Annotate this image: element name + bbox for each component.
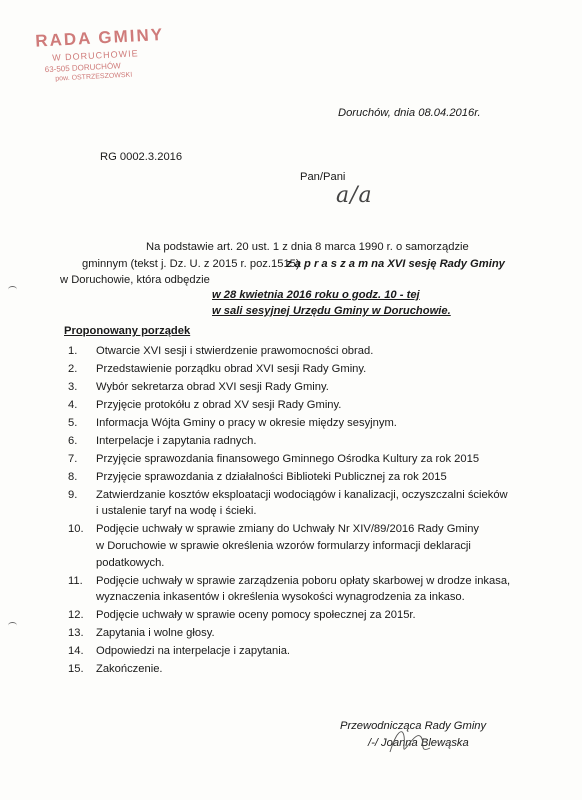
agenda-item: [52, 343, 522, 360]
agenda-item-text: Informacja Wójta Gminy o pracy w okresie między sesyjnym.: [96, 416, 397, 429]
agenda-item-text: Interpelacje i zapytania radnych.: [96, 434, 257, 447]
agenda-item: [52, 661, 522, 678]
agenda-item: [52, 451, 522, 468]
agenda-item-text: i ustalenie taryf na wodę i ścieki.: [96, 505, 257, 518]
office-stamp: [28, 18, 181, 88]
agenda-item: [52, 487, 522, 520]
agenda-item-text: Podjęcie uchwały w sprawie oceny pomocy społecznej za 2015r.: [96, 609, 416, 622]
agenda-item-text: Odpowiedzi na interpelacje i zapytania.: [96, 645, 291, 658]
agenda-item-number: 3.: [68, 380, 78, 393]
agenda-item: [52, 379, 522, 396]
agenda-item-number: 5.: [68, 416, 78, 429]
agenda-item-text: Zatwierdzanie kosztów eksploatacji wodociągów i kanalizacji, oczyszczalni ścieków: [96, 488, 508, 501]
agenda-item: [52, 433, 522, 450]
body-line-2b: z a p r a s z a m na XVI sesję Rady Gminy: [286, 258, 505, 270]
agenda-item: [52, 521, 522, 571]
session-place: w sali sesyjnej Urzędu Gminy w Doruchowie.: [212, 305, 451, 317]
agenda-item-number: 1.: [68, 345, 78, 357]
agenda-item-text: Podjęcie uchwały w sprawie zmiany do Uchwały Nr XIV/89/2016 Rady Gminy: [96, 523, 480, 536]
agenda-title: Proponowany porządek: [64, 325, 191, 337]
agenda-item: [52, 361, 522, 378]
agenda-item: [52, 625, 522, 642]
agenda-item: [52, 573, 522, 606]
agenda-item-text: Przedstawienie porządku obrad XVI sesji Rady Gminy.: [96, 362, 367, 375]
agenda-item: [52, 607, 522, 624]
body-line-1: Na podstawie art. 20 ust. 1 z dnia 8 marca 1990 r. o samorządzie: [146, 241, 469, 253]
agenda-item-number: 10.: [68, 523, 84, 536]
agenda-item-text: wyznaczenia inkasentów i określenia wysokości wynagrodzenia za inkaso.: [96, 591, 465, 604]
agenda-item: [52, 397, 522, 414]
agenda-item: [52, 469, 522, 486]
agenda-item-text: Zapytania i wolne głosy.: [96, 627, 215, 640]
agenda-item-number: 8.: [68, 470, 78, 483]
agenda-item-text: podatkowych.: [96, 556, 165, 569]
agenda-item-text: Podjęcie uchwały w sprawie zarządzenia poboru opłaty skarbowej w drodze inkasa,: [96, 574, 511, 587]
agenda-item: [52, 643, 522, 660]
margin-mark-top: [8, 286, 17, 293]
signature-scribble: [380, 722, 440, 762]
body-line-2a: gminnym (tekst j. Dz. U. z 2015 r. poz.1515): [82, 258, 300, 270]
agenda-item-number: 6.: [68, 434, 78, 447]
agenda-item-number: 4.: [68, 398, 78, 411]
stamp-line-1: RADA GMINY: [34, 24, 165, 51]
session-date: w 28 kwietnia 2016 roku o godz. 10 - tej: [212, 289, 420, 301]
agenda-item-text: w Doruchowie w sprawie określenia wzorów formularzy informacji deklaracji: [96, 540, 471, 553]
signature-name: /-/ Joanna Blewąska: [368, 737, 469, 749]
agenda-item-text: Przyjęcie protokółu z obrad XV sesji Rady Gminy.: [96, 398, 342, 411]
place-date: Doruchów, dnia 08.04.2016r.: [338, 107, 481, 119]
agenda-item-number: 13.: [68, 627, 84, 640]
stamp-line-4: pow. OSTRZESZOWSKI: [55, 71, 133, 83]
agenda-item-number: 15.: [68, 663, 84, 676]
agenda-item-text: Wybór sekretarza obrad XVI sesji Rady Gminy.: [96, 380, 329, 393]
agenda-item-number: 11.: [68, 574, 83, 587]
agenda-item-text: Otwarcie XVI sesji i stwierdzenie prawomocności obrad.: [96, 345, 374, 357]
stamp-line-2: W DORUCHOWIE: [51, 48, 139, 63]
margin-mark-bottom: [8, 622, 17, 629]
addressee-handwritten: a/a: [336, 183, 373, 208]
agenda-list: [52, 343, 522, 679]
agenda-item-number: 2.: [68, 362, 78, 375]
body-line-3: w Doruchowie, która odbędzie: [60, 274, 210, 286]
agenda-item-number: 9.: [68, 488, 78, 501]
agenda-item-number: 14.: [68, 645, 84, 658]
agenda-item-text: Zakończenie.: [96, 663, 163, 676]
reference-number: RG 0002.3.2016: [100, 151, 183, 163]
agenda-item-text: Przyjęcie sprawozdania z działalności Biblioteki Publicznej za rok 2015: [96, 470, 447, 483]
stamp-line-3: 63-505 DORUCHÓW: [44, 61, 121, 75]
agenda-item-number: 7.: [68, 452, 78, 465]
addressee-label: Pan/Pani: [300, 171, 346, 183]
agenda-item-text: Przyjęcie sprawozdania finansowego Gminnego Ośrodka Kultury za rok 2015: [96, 452, 480, 465]
signature-title: Przewodnicząca Rady Gminy: [340, 720, 487, 732]
agenda-item: [52, 415, 522, 432]
agenda-item-number: 12.: [68, 609, 84, 622]
